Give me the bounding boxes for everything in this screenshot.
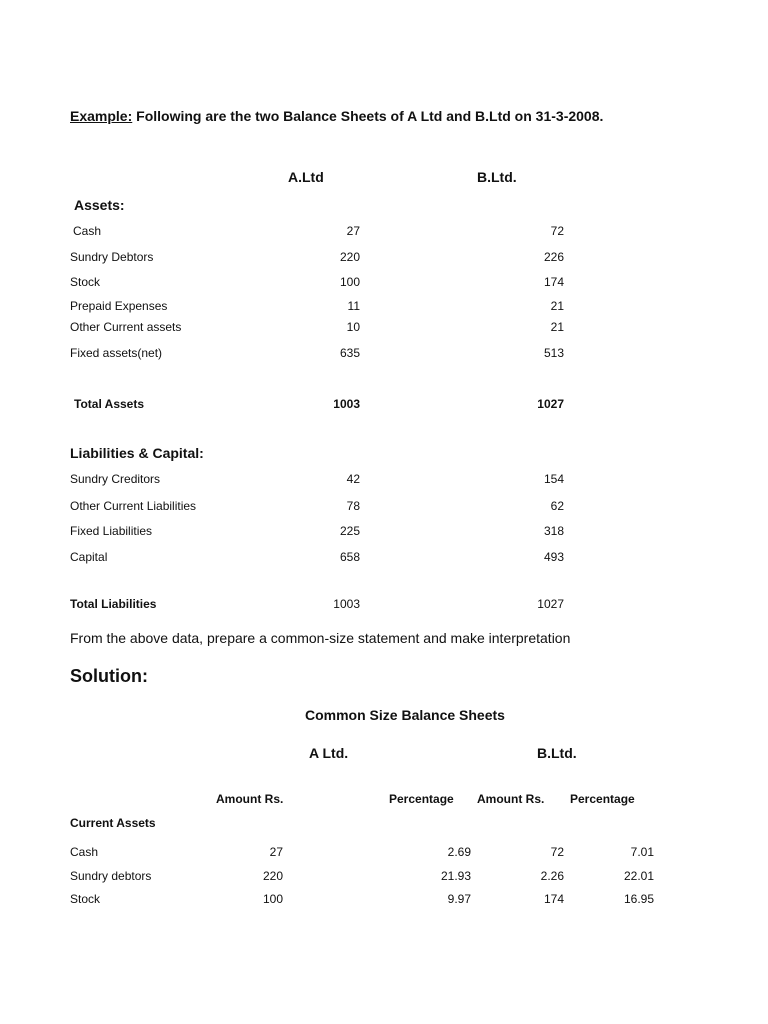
value-b: 174 bbox=[543, 275, 564, 289]
percentage-a: 21.93 bbox=[440, 869, 471, 883]
value-b: 21 bbox=[550, 320, 564, 334]
total-assets-label: Total Assets bbox=[74, 397, 145, 411]
row-label: Sundry Debtors bbox=[70, 250, 154, 264]
amount-a: 220 bbox=[262, 869, 283, 883]
amount-b: 174 bbox=[543, 892, 564, 906]
column-header-b: B.Ltd. bbox=[477, 169, 517, 185]
solution-title: Solution: bbox=[70, 666, 148, 686]
value-b: 62 bbox=[550, 499, 564, 513]
value-a: 27 bbox=[346, 224, 360, 238]
value-a: 78 bbox=[346, 499, 360, 513]
example-heading bbox=[70, 109, 603, 123]
instruction-text: From the above data, prepare a common-size statement and make interpretation bbox=[70, 630, 571, 646]
value-a: 635 bbox=[339, 346, 360, 360]
percentage-a: 2.69 bbox=[447, 845, 471, 859]
example-label: Example: bbox=[70, 108, 133, 124]
total-assets-a: 1003 bbox=[333, 397, 360, 411]
example-text: Following are the two Balance Sheets of A Ltd and B.Ltd on 31-3-2008. bbox=[136, 108, 604, 124]
amount-a: 27 bbox=[269, 845, 283, 859]
percentage-b: 7.01 bbox=[630, 845, 654, 859]
row-label: Cash bbox=[70, 845, 99, 859]
value-a: 100 bbox=[339, 275, 360, 289]
row-label: Cash bbox=[73, 224, 102, 238]
row-label: Other Current assets bbox=[70, 320, 182, 334]
header-percentage-a: Percentage bbox=[389, 792, 454, 806]
row-label: Fixed assets(net) bbox=[70, 346, 163, 360]
value-a: 11 bbox=[347, 299, 360, 313]
value-b: 226 bbox=[543, 250, 564, 264]
column-header-a: A.Ltd bbox=[288, 169, 324, 185]
percentage-b: 16.95 bbox=[623, 892, 654, 906]
current-assets-section: Current Assets bbox=[70, 816, 156, 830]
value-a: 10 bbox=[346, 320, 360, 334]
percentage-a: 9.97 bbox=[447, 892, 471, 906]
row-label: Sundry Creditors bbox=[70, 472, 161, 486]
value-a: 225 bbox=[339, 524, 360, 538]
amount-a: 100 bbox=[262, 892, 283, 906]
percentage-b: 22.01 bbox=[623, 869, 654, 883]
value-b: 493 bbox=[543, 550, 564, 564]
value-b: 513 bbox=[543, 346, 564, 360]
value-b: 154 bbox=[543, 472, 564, 486]
row-label: Stock bbox=[70, 892, 101, 906]
value-b: 318 bbox=[543, 524, 564, 538]
total-liabilities-label: Total Liabilities bbox=[70, 597, 157, 611]
amount-b: 72 bbox=[550, 845, 564, 859]
value-a: 658 bbox=[339, 550, 360, 564]
row-label: Capital bbox=[70, 550, 108, 564]
row-label: Fixed Liabilities bbox=[70, 524, 153, 538]
total-assets-b: 1027 bbox=[537, 397, 564, 411]
header-amount-b: Amount Rs. bbox=[477, 792, 545, 806]
row-label: Prepaid Expenses bbox=[70, 299, 168, 313]
amount-b: 2.26 bbox=[540, 869, 564, 883]
company-a-header: A Ltd. bbox=[309, 745, 349, 761]
value-a: 220 bbox=[339, 250, 360, 264]
row-label: Stock bbox=[70, 275, 101, 289]
row-label: Other Current Liabilities bbox=[70, 499, 197, 513]
header-amount-a: Amount Rs. bbox=[216, 792, 284, 806]
total-liabilities-a: 1003 bbox=[333, 597, 360, 611]
value-b: 72 bbox=[550, 224, 564, 238]
value-b: 21 bbox=[550, 299, 564, 313]
common-size-title: Common Size Balance Sheets bbox=[305, 707, 505, 723]
liabilities-title: Liabilities & Capital: bbox=[70, 445, 204, 461]
value-a: 42 bbox=[346, 472, 360, 486]
header-percentage-b: Percentage bbox=[570, 792, 635, 806]
total-liabilities-b: 1027 bbox=[537, 597, 564, 611]
assets-title: Assets: bbox=[74, 197, 125, 213]
row-label: Sundry debtors bbox=[70, 869, 152, 883]
company-b-header: B.Ltd. bbox=[537, 745, 577, 761]
